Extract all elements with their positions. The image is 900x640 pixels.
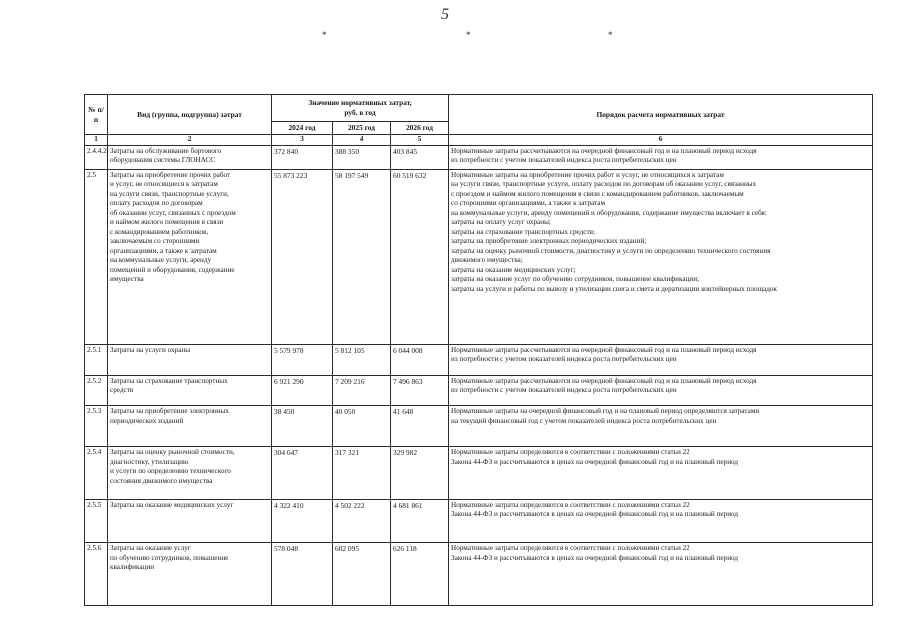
column-number: 4 xyxy=(333,135,391,146)
calculation-procedure: Нормативные затраты определяются в соответствии с положениями статьи 22 Закона 44-ФЗ и рассчитываются в ценах на очередной финансовый год и на плановый период xyxy=(449,447,873,499)
header-year-2026: 2026 год xyxy=(391,122,449,135)
value-2026: 7 496 863 xyxy=(391,375,449,405)
table-row xyxy=(85,447,873,499)
value-2025: 388 350 xyxy=(333,145,391,169)
scan-mark: * xyxy=(322,30,327,40)
value-2025: 40 050 xyxy=(333,406,391,447)
calculation-procedure: Нормативные затраты на приобретение прочих работ и услуг, не относящихся к затратам на услуги связи, транспортные услуги, оплату расходов по договорам об оказании услуг, связанных с проездом и наймом жилого помещения в связи с командированием работников, заключаемым со сторонними организациями, а также к затратам на коммунальные услуги, аренду помещений и оборудования, содержание имущества включает в себя: затраты на оплату услуг охраны; затраты на страхование транспортных средств; затраты на приобретение электронных периодических изданий; затраты на оценку рыночной стоимости, диагностику и услуги по определению технического состояния движимого имущества; затраты на оказание медицинских услуг; затраты на оказание услуг по обучению сотрудников, повышение квалификации; затраты на услуги и работы по вывозу и утилизации снега и смета и дератизации контейнерных площадок xyxy=(449,169,873,344)
calculation-procedure: Нормативные затраты рассчитываются на очередной финансовый год и на плановый период исходя из потребности с учетом показателей индекса роста потребительских цен xyxy=(449,375,873,405)
column-number: 2 xyxy=(108,135,272,146)
value-2024: 4 322 410 xyxy=(272,499,333,542)
scan-mark: * xyxy=(466,30,471,40)
table-row xyxy=(85,406,873,447)
cost-type: Затраты на обслуживание бортового оборудования системы ГЛОНАСС xyxy=(108,145,272,169)
header-num: № п/п xyxy=(85,95,108,135)
value-2024: 5 579 978 xyxy=(272,344,333,375)
value-2026: 6 044 008 xyxy=(391,344,449,375)
value-2026: 60 519 632 xyxy=(391,169,449,344)
column-number: 6 xyxy=(449,135,873,146)
row-number: 2.5.2 xyxy=(85,375,108,405)
table-row xyxy=(85,145,873,169)
page-number: 5 xyxy=(441,6,449,23)
value-2025: 4 502 222 xyxy=(333,499,391,542)
value-2025: 602 095 xyxy=(333,543,391,606)
normative-costs-table xyxy=(84,94,873,606)
value-2025: 58 197 549 xyxy=(333,169,391,344)
row-number: 2.5.6 xyxy=(85,543,108,606)
calculation-procedure: Нормативные затраты рассчитываются на очередной финансовый год и на плановый период исходя из потребности с учетом показателей индекса роста потребительских цен xyxy=(449,145,873,169)
value-2025: 5 812 105 xyxy=(333,344,391,375)
calculation-procedure: Нормативные затраты рассчитываются на очередной финансовый год и на плановый период исходя из потребности с учетом показателей индекса роста потребительских цен xyxy=(449,344,873,375)
row-number: 2.5.1 xyxy=(85,344,108,375)
calculation-procedure: Нормативные затраты определяются в соответствии с положениями статьи 22 Закона 44-ФЗ и рассчитываются в ценах на очередной финансовый год и на плановый период xyxy=(449,543,873,606)
value-2024: 304 647 xyxy=(272,447,333,499)
row-number: 2.5 xyxy=(85,169,108,344)
value-2024: 578 048 xyxy=(272,543,333,606)
value-2024: 372 840 xyxy=(272,145,333,169)
value-2024: 38 450 xyxy=(272,406,333,447)
value-2025: 317 321 xyxy=(333,447,391,499)
cost-type: Затраты на страхование транспортных средств xyxy=(108,375,272,405)
value-2026: 4 681 861 xyxy=(391,499,449,542)
cost-type: Затраты на оказание услуг по обучению сотрудников, повышение квалификации xyxy=(108,543,272,606)
value-2026: 626 118 xyxy=(391,543,449,606)
value-2026: 41 648 xyxy=(391,406,449,447)
column-number: 1 xyxy=(85,135,108,146)
table-row xyxy=(85,375,873,405)
header-values-group: Значение нормативных затрат, руб. в год xyxy=(272,95,449,122)
row-number: 2.5.3 xyxy=(85,406,108,447)
row-number: 2.4.4.2 xyxy=(85,145,108,169)
column-number: 5 xyxy=(391,135,449,146)
table-row xyxy=(85,543,873,606)
header-year-2024: 2024 год xyxy=(272,122,333,135)
header-year-2025: 2025 год xyxy=(333,122,391,135)
cost-type: Затраты на оказание медицинских услуг xyxy=(108,499,272,542)
cost-type: Затраты на приобретение прочих работ и услуг, не относящиеся к затратам на услуги связи, транспортные услуги, оплату расходов по договорам об оказании услуг, связанных с проездом и наймом жилого помещения в связи с командированием работников, заключаемым со сторонними организациями, а также к затратам на коммунальные услуги, аренду помещений и оборудования, содержание имущества xyxy=(108,169,272,344)
row-number: 2.5.5 xyxy=(85,499,108,542)
cost-type: Затраты на оценку рыночной стоимости, диагностику, утилизацию и услуги по определению технического состояния движимого имущества xyxy=(108,447,272,499)
table-row xyxy=(85,169,873,344)
value-2024: 6 921 290 xyxy=(272,375,333,405)
header-cost-type: Вид (группа, подгруппа) затрат xyxy=(108,95,272,135)
calculation-procedure: Нормативные затраты на очередной финансовый год и на плановый период определяются затратами на текущий финансовый год с учетом показателей индекса роста потребительских цен xyxy=(449,406,873,447)
calculation-procedure: Нормативные затраты определяются в соответствии с положениями статьи 22 Закона 44-ФЗ и рассчитываются в ценах на очередной финансовый год и на плановый период xyxy=(449,499,873,542)
value-2025: 7 209 216 xyxy=(333,375,391,405)
scan-mark: * xyxy=(608,30,613,40)
row-number: 2.5.4 xyxy=(85,447,108,499)
column-number: 3 xyxy=(272,135,333,146)
cost-type: Затраты на приобретение электронных периодических изданий xyxy=(108,406,272,447)
value-2024: 55 873 223 xyxy=(272,169,333,344)
value-2026: 403 845 xyxy=(391,145,449,169)
table-row xyxy=(85,499,873,542)
table-row xyxy=(85,344,873,375)
value-2026: 329 982 xyxy=(391,447,449,499)
header-procedure: Порядок расчета нормативных затрат xyxy=(449,95,873,135)
cost-type: Затраты на услуги охраны xyxy=(108,344,272,375)
